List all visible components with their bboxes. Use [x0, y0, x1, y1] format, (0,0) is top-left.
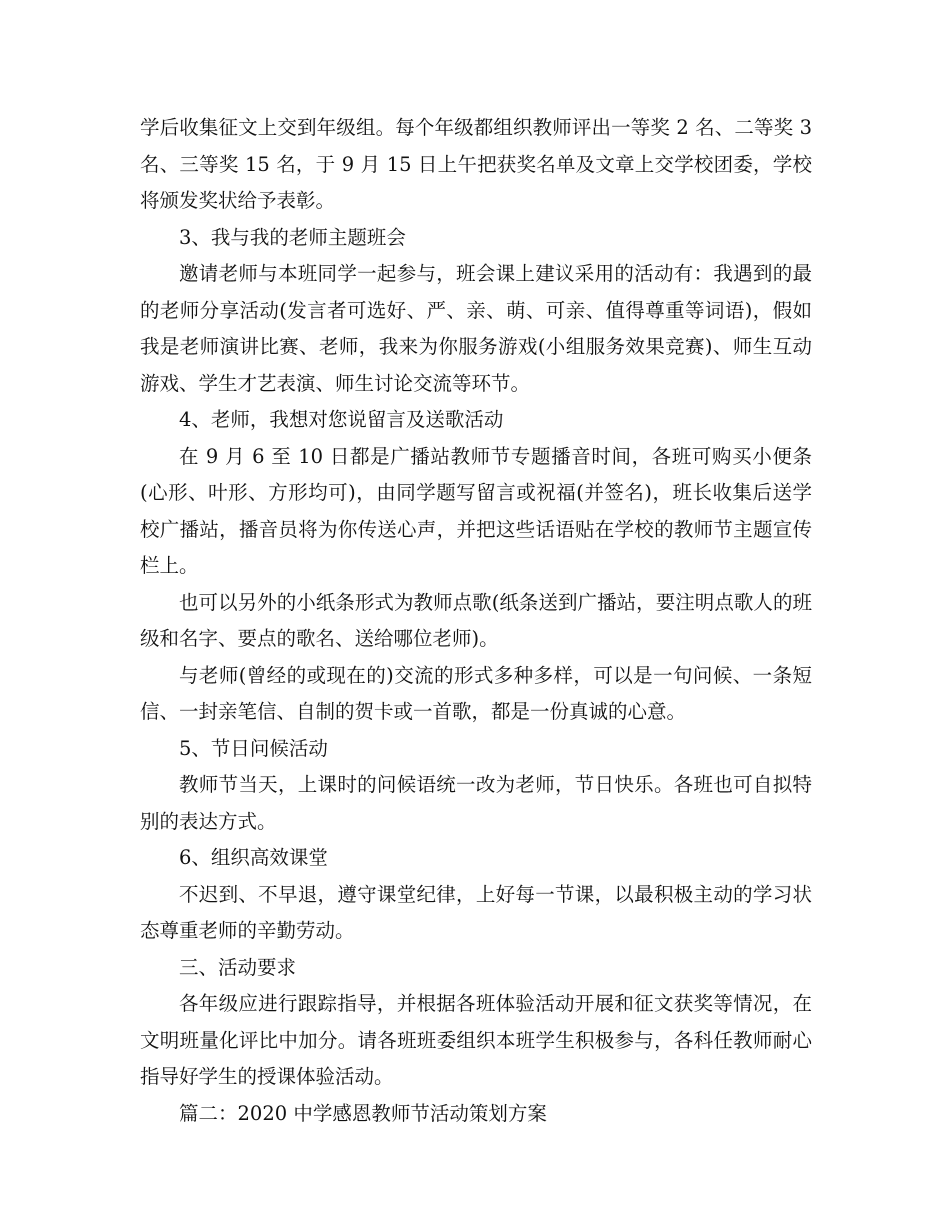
paragraph-greeting: 教师节当天，上课时的问候语统一改为老师，节日快乐。各班也可自拟特别的表达方式。	[140, 773, 812, 833]
paragraph-continuation: 学后收集征文上交到年级组。每个年级都组织教师评出一等奖 2 名、二等奖 3 名、三等奖 15 名，于 9 月 15 日上午把获奖名单及文章上交学校团委，学校将颁发奖状给予表彰。	[140, 116, 812, 212]
section-heading-6: 6、组织高效课堂	[179, 846, 328, 869]
paragraph-broadcast: 在 9 月 6 至 10 日都是广播站教师节专题播音时间，各班可购买小便条(心形、叶形、方形均可)，由同学题写留言或祝福(并签名)，班长收集后送学校广播站，播音员将为你传送心声，并把这些话语贴在学校的教师节主题宣传栏上。	[140, 444, 812, 577]
paragraph-class-meeting: 邀请老师与本班同学一起参与，班会课上建议采用的活动有：我遇到的最 的老师分享活动(发言者可选好、严、亲、萌、可亲、值得尊重等词语)，假如我是老师演讲比赛、老师，我来为你服务游戏(小组服务效果竞赛)、师生互动游戏、学生才艺表演、师生讨论交流等环节。	[140, 262, 812, 395]
section-heading-5: 5、节日问候活动	[179, 736, 328, 760]
section-heading-requirements: 三、活动要求	[179, 955, 297, 979]
article-two-title: 篇二：2020 中学感恩教师节活动策划方案	[179, 1101, 547, 1125]
section-heading-3: 3、我与我的老师主题班会	[179, 225, 406, 249]
section-heading-4: 4、老师，我想对您说留言及送歌活动	[179, 408, 504, 431]
paragraph-song-request: 也可以另外的小纸条形式为教师点歌(纸条送到广播站，要注明点歌人的班级和名字、要点的歌名、送给哪位老师)。	[140, 590, 812, 650]
paragraph-classroom: 不迟到、不早退，遵守课堂纪律，上好每一节课，以最积极主动的学习状态尊重老师的辛勤劳动。	[140, 882, 812, 942]
paragraph-communication: 与老师(曾经的或现在的)交流的形式多种多样，可以是一句问候、一条短信、一封亲笔信、自制的贺卡或一首歌，都是一份真诚的心意。	[140, 663, 812, 723]
paragraph-requirements: 各年级应进行跟踪指导，并根据各班体验活动开展和征文获奖等情况，在文明班量化评比中加分。请各班班委组织本班学生积极参与，各科任教师耐心指导好学生的授课体验活动。	[140, 992, 812, 1088]
